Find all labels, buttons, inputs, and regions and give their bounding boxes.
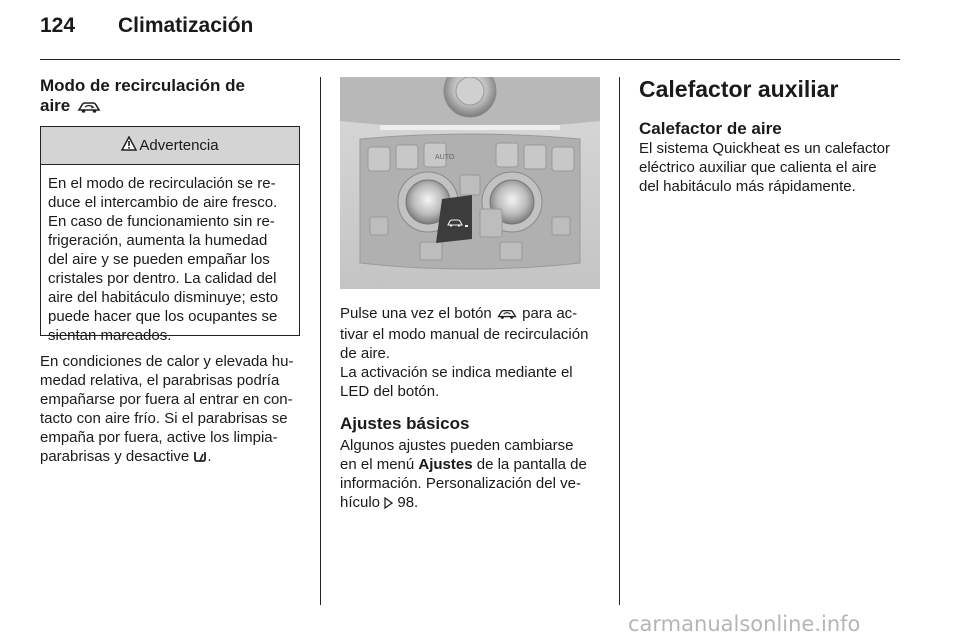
paragraph-line: El sistema Quickheat es un calefactor: [639, 140, 890, 157]
page-reference-link[interactable]: 98.: [397, 494, 419, 511]
paragraph-line: tivar el modo manual de recirculación: [340, 326, 589, 343]
warning-line: sientan mareados.: [48, 327, 172, 344]
paragraph-line: Algunos ajustes pueden cambiarse: [340, 437, 574, 454]
paragraph-line: La activación se indica mediante el: [340, 364, 573, 381]
paragraph-line: tacto con aire frío. Si el parabrisas se: [40, 410, 288, 427]
warning-line: En caso de funcionamiento sin re-: [48, 213, 275, 230]
activation-paragraph: [340, 363, 608, 401]
paragraph-line: información. Personalización del ve-: [340, 475, 581, 492]
warning-box: [40, 126, 300, 344]
paragraph-line: empañarse por fuera al entrar en con-: [40, 391, 293, 408]
warning-line: cristales por dentro. La calidad del: [48, 270, 277, 287]
paragraph-text: para ac-: [522, 305, 578, 322]
paragraph-text: parabrisas y desactive: [40, 448, 190, 465]
rear-wiper-icon: [193, 449, 207, 468]
paragraph-text: Pulse una vez el botón: [340, 305, 492, 322]
basic-settings-heading: Ajustes básicos: [340, 414, 470, 433]
column-divider: [619, 77, 620, 605]
paragraph-line: [340, 455, 608, 474]
warning-heading: Advertencia: [139, 137, 219, 154]
paragraph-text: .: [207, 448, 212, 465]
paragraph-text: de la pantalla de: [476, 456, 587, 473]
heading-word: aire: [40, 96, 71, 115]
humidity-paragraph: [40, 352, 308, 468]
warning-line: del aire y se pueden empañar los: [48, 251, 270, 268]
paragraph-line: [40, 447, 308, 468]
warning-text: [41, 165, 299, 345]
paragraph-line: LED del botón.: [340, 383, 440, 400]
paragraph-line: medad relativa, el parabrisas podría: [40, 372, 280, 389]
column-divider: [320, 77, 321, 605]
quickheat-paragraph: [639, 139, 907, 196]
basic-settings-paragraph: [340, 436, 608, 514]
car-recirculation-icon: [76, 99, 102, 119]
paragraph-line: [340, 493, 608, 514]
recirculation-heading: [40, 76, 310, 119]
paragraph-line: de aire.: [340, 345, 391, 362]
air-heater-heading: Calefactor de aire: [639, 119, 782, 138]
auxiliary-heater-heading: Calefactor auxiliar: [639, 76, 839, 102]
warning-line: duce el intercambio de aire fresco.: [48, 194, 278, 211]
settings-menu-name: Ajustes: [418, 456, 473, 473]
section-title: Climatización: [118, 14, 254, 37]
warning-line: En el modo de recirculación se re-: [48, 175, 276, 192]
paragraph-line: del habitáculo más rápidamente.: [639, 178, 856, 195]
warning-line: puede hacer que los ocupantes se: [48, 308, 278, 325]
warning-header: [41, 127, 299, 165]
paragraph-text: en el menú: [340, 456, 415, 473]
page-reference-arrow-icon: [384, 495, 393, 514]
header-rule: [40, 59, 900, 60]
press-button-paragraph: [340, 304, 608, 363]
page-number: 124: [40, 14, 76, 37]
heading-line: [40, 96, 310, 119]
paragraph-line: En condiciones de calor y elevada hu-: [40, 353, 294, 370]
auto-button-label: AUTO: [435, 154, 455, 161]
paragraph-text: hículo: [340, 494, 381, 511]
warning-triangle-icon: [121, 136, 137, 155]
climate-control-panel-photo: [340, 77, 600, 289]
watermark: carmanualsonline.info: [628, 612, 861, 636]
paragraph-line: [340, 304, 608, 325]
warning-line: frigeración, aumenta la humedad: [48, 232, 268, 249]
car-recirculation-icon: [496, 306, 518, 325]
heading-line: Modo de recirculación de: [40, 76, 245, 95]
paragraph-line: empaña por fuera, active los limpia-: [40, 429, 278, 446]
warning-line: aire del habitáculo disminuye; esto: [48, 289, 279, 306]
paragraph-line: eléctrico auxiliar que calienta el aire: [639, 159, 877, 176]
